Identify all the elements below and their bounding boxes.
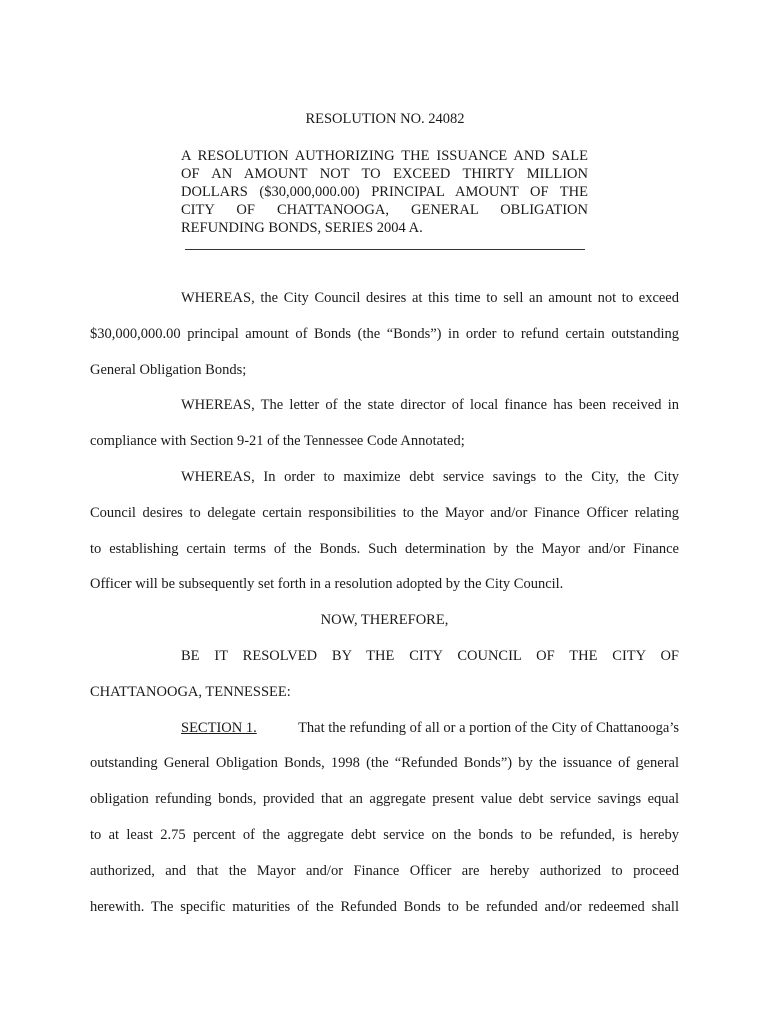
section-1-line: outstanding General Obligation Bonds, 1998 (the “Refunded Bonds”) by the issuance of general xyxy=(90,755,679,772)
caption-line: DOLLARS ($30,000,000.00) PRINCIPAL AMOUNT OF THE xyxy=(181,184,588,200)
section-1-line: to at least 2.75 percent of the aggregate debt service on the bonds to be refunded, is hereby xyxy=(90,826,679,843)
section-1-first-line xyxy=(90,718,679,754)
whereas-2-line: compliance with Section 9-21 of the Tennessee Code Annotated; xyxy=(90,433,465,450)
caption-line: REFUNDING BONDS, SERIES 2004 A. xyxy=(181,220,423,236)
whereas-1-line: WHEREAS, the City Council desires at this time to sell an amount not to exceed xyxy=(181,290,679,306)
resolution-title: RESOLUTION NO. 24082 xyxy=(305,111,465,127)
caption-line: A RESOLUTION AUTHORIZING THE ISSUANCE AND SALE xyxy=(181,148,588,164)
section-1-line: authorized, and that the Mayor and/or Finance Officer are hereby authorized to proceed xyxy=(90,862,679,879)
whereas-1-line: $30,000,000.00 principal amount of Bonds (the “Bonds”) in order to refund certain outstanding xyxy=(90,325,679,342)
caption-divider xyxy=(185,249,585,250)
section-1-heading: SECTION 1. xyxy=(181,719,257,736)
whereas-3-line: WHEREAS, In order to maximize debt service savings to the City, the City xyxy=(181,468,679,485)
resolved-line: CHATTANOOGA, TENNESSEE: xyxy=(90,683,291,700)
whereas-3-line: Council desires to delegate certain responsibilities to the Mayor and/or Finance Officer relating xyxy=(90,504,679,521)
caption-line: OF AN AMOUNT NOT TO EXCEED THIRTY MILLION xyxy=(181,166,588,182)
section-1-line: herewith. The specific maturities of the Refunded Bonds to be refunded and/or redeemed shall xyxy=(90,898,679,915)
whereas-3-line: Officer will be subsequently set forth in a resolution adopted by the City Council. xyxy=(90,576,564,593)
caption-line: CITY OF CHATTANOOGA, GENERAL OBLIGATION xyxy=(181,202,588,218)
resolution-caption xyxy=(181,147,588,237)
whereas-2-line: WHEREAS, The letter of the state director of local finance has been received in xyxy=(181,397,679,414)
section-1-first-text: That the refunding of all or a portion of the City of Chattanooga’s xyxy=(298,719,679,736)
resolution-body xyxy=(90,288,679,932)
whereas-3-line: to establishing certain terms of the Bonds. Such determination by the Mayor and/or Finance xyxy=(90,540,679,557)
whereas-1-line: General Obligation Bonds; xyxy=(90,361,247,378)
resolved-line: BE IT RESOLVED BY THE CITY COUNCIL OF THE CITY OF xyxy=(181,647,679,664)
section-1-line: obligation refunding bonds, provided that an aggregate present value debt service savings equal xyxy=(90,791,679,808)
now-therefore: NOW, THEREFORE, xyxy=(320,612,449,629)
